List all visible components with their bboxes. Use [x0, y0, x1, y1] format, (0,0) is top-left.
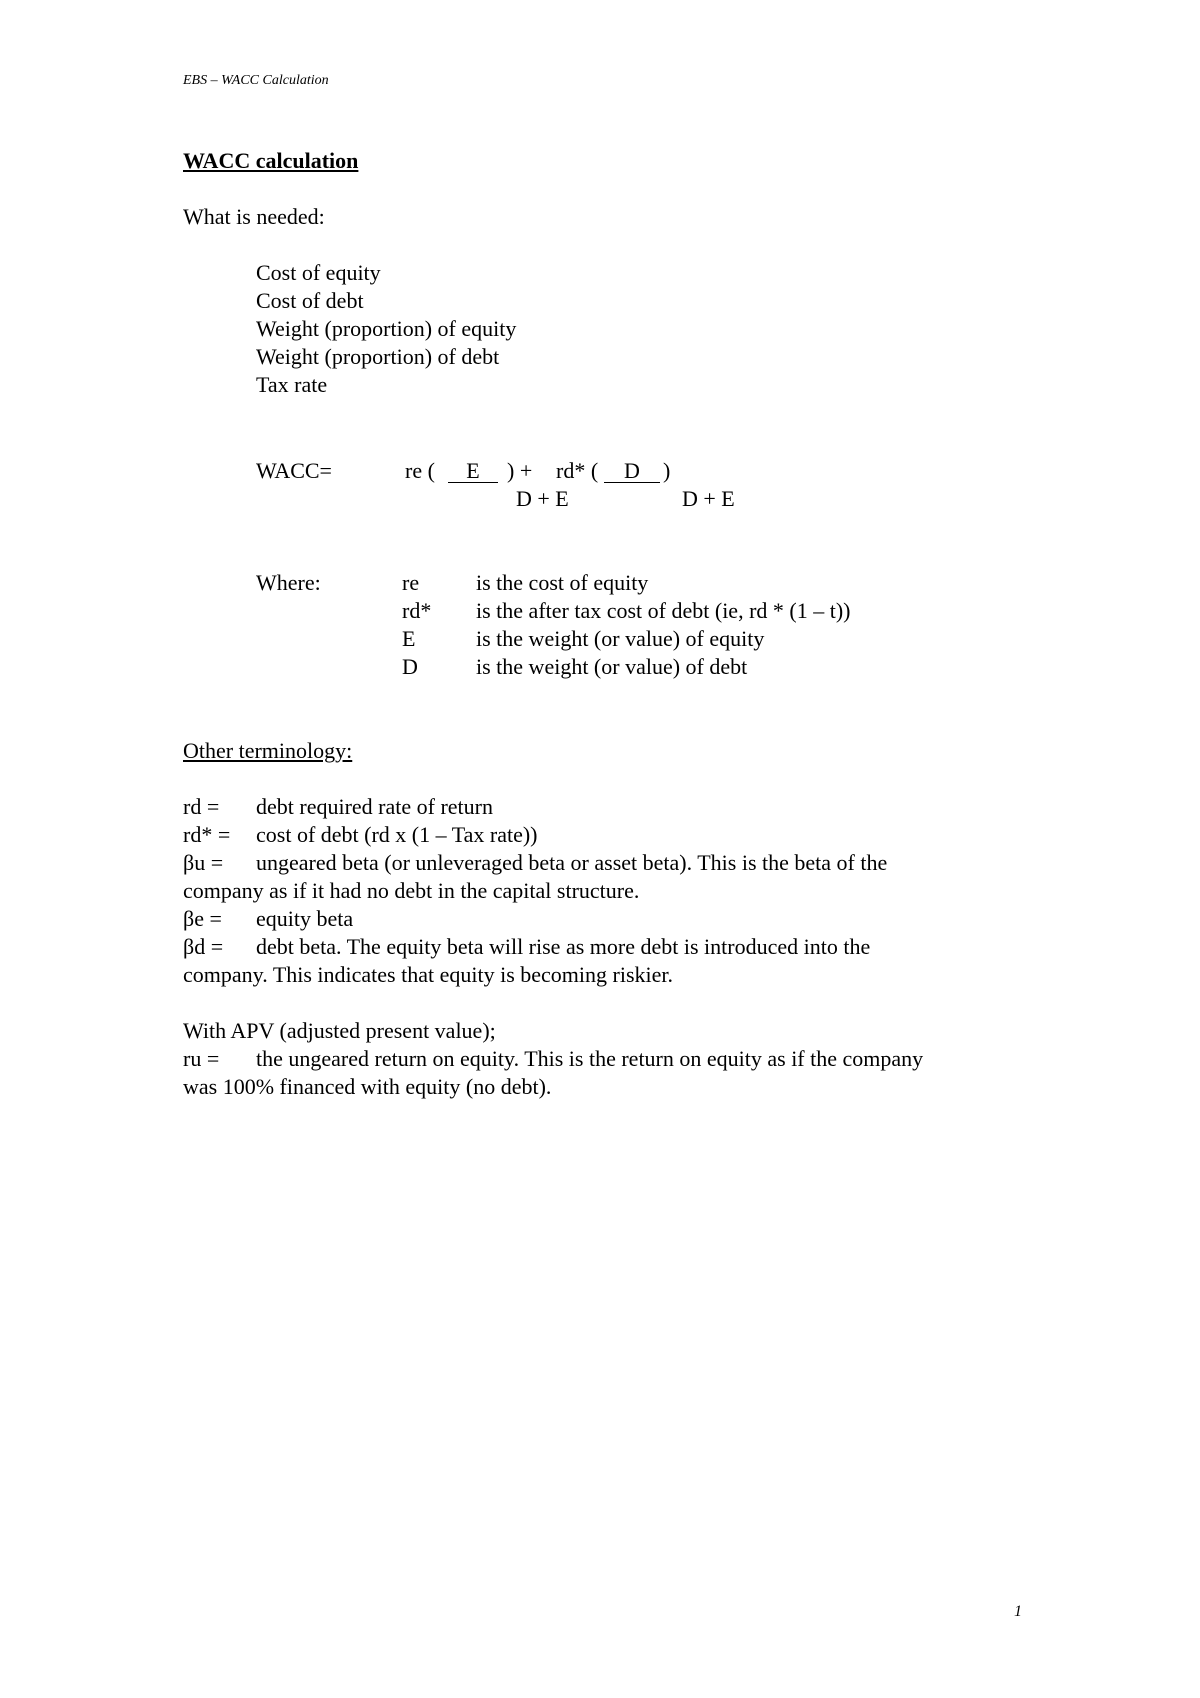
- apv-intro: With APV (adjusted present value);: [183, 1018, 496, 1043]
- term-definition: the ungeared return on equity. This is the return on equity as if the company: [256, 1046, 924, 1071]
- needed-item: Weight (proportion) of equity: [256, 316, 517, 341]
- formula-re: re (: [405, 458, 435, 483]
- term-label: βd =: [183, 934, 224, 959]
- needed-intro: What is needed:: [183, 204, 325, 229]
- term-definition: debt required rate of return: [256, 794, 493, 819]
- formula-close: ): [663, 458, 671, 483]
- where-description: is the cost of equity: [476, 570, 649, 595]
- where-symbol: rd*: [402, 598, 432, 623]
- term-definition-continued: was 100% financed with equity (no debt).: [183, 1074, 552, 1099]
- running-header: EBS – WACC Calculation: [183, 73, 329, 88]
- term-label: rd* =: [183, 822, 231, 847]
- needed-item: Cost of debt: [256, 288, 364, 313]
- term-label: ru =: [183, 1046, 220, 1071]
- where-label: Where:: [256, 570, 321, 595]
- where-description: is the weight (or value) of debt: [476, 654, 748, 679]
- formula-lhs: WACC=: [256, 458, 332, 483]
- formula-plus: ) +: [507, 458, 533, 483]
- fraction-numerator-d: D: [604, 460, 660, 483]
- term-definition: debt beta. The equity beta will rise as more debt is introduced into the: [256, 934, 871, 959]
- fraction-numerator-e: E: [448, 460, 498, 483]
- needed-item: Tax rate: [256, 372, 328, 397]
- term-label: βe =: [183, 906, 222, 931]
- term-label: rd =: [183, 794, 220, 819]
- fraction-denominator: D + E: [682, 486, 735, 511]
- term-definition-continued: company. This indicates that equity is becoming riskier.: [183, 962, 674, 987]
- where-description: is the after tax cost of debt (ie, rd * (1 – t)): [476, 598, 851, 623]
- fraction-denominator: D + E: [516, 486, 569, 511]
- where-symbol: D: [402, 654, 418, 679]
- needed-item: Cost of equity: [256, 260, 381, 285]
- where-symbol: E: [402, 626, 416, 651]
- page-number: 1: [1014, 1603, 1022, 1620]
- page-title: WACC calculation: [183, 148, 359, 173]
- term-definition: cost of debt (rd x (1 – Tax rate)): [256, 822, 538, 847]
- terminology-heading: Other terminology:: [183, 738, 353, 763]
- term-definition-continued: company as if it had no debt in the capital structure.: [183, 878, 640, 903]
- formula-rd: rd* (: [556, 458, 599, 483]
- term-label: βu =: [183, 850, 224, 875]
- term-definition: equity beta: [256, 906, 354, 931]
- needed-item: Weight (proportion) of debt: [256, 344, 500, 369]
- where-symbol: re: [402, 570, 420, 595]
- term-definition: ungeared beta (or unleveraged beta or asset beta). This is the beta of the: [256, 850, 888, 875]
- where-description: is the weight (or value) of equity: [476, 626, 765, 651]
